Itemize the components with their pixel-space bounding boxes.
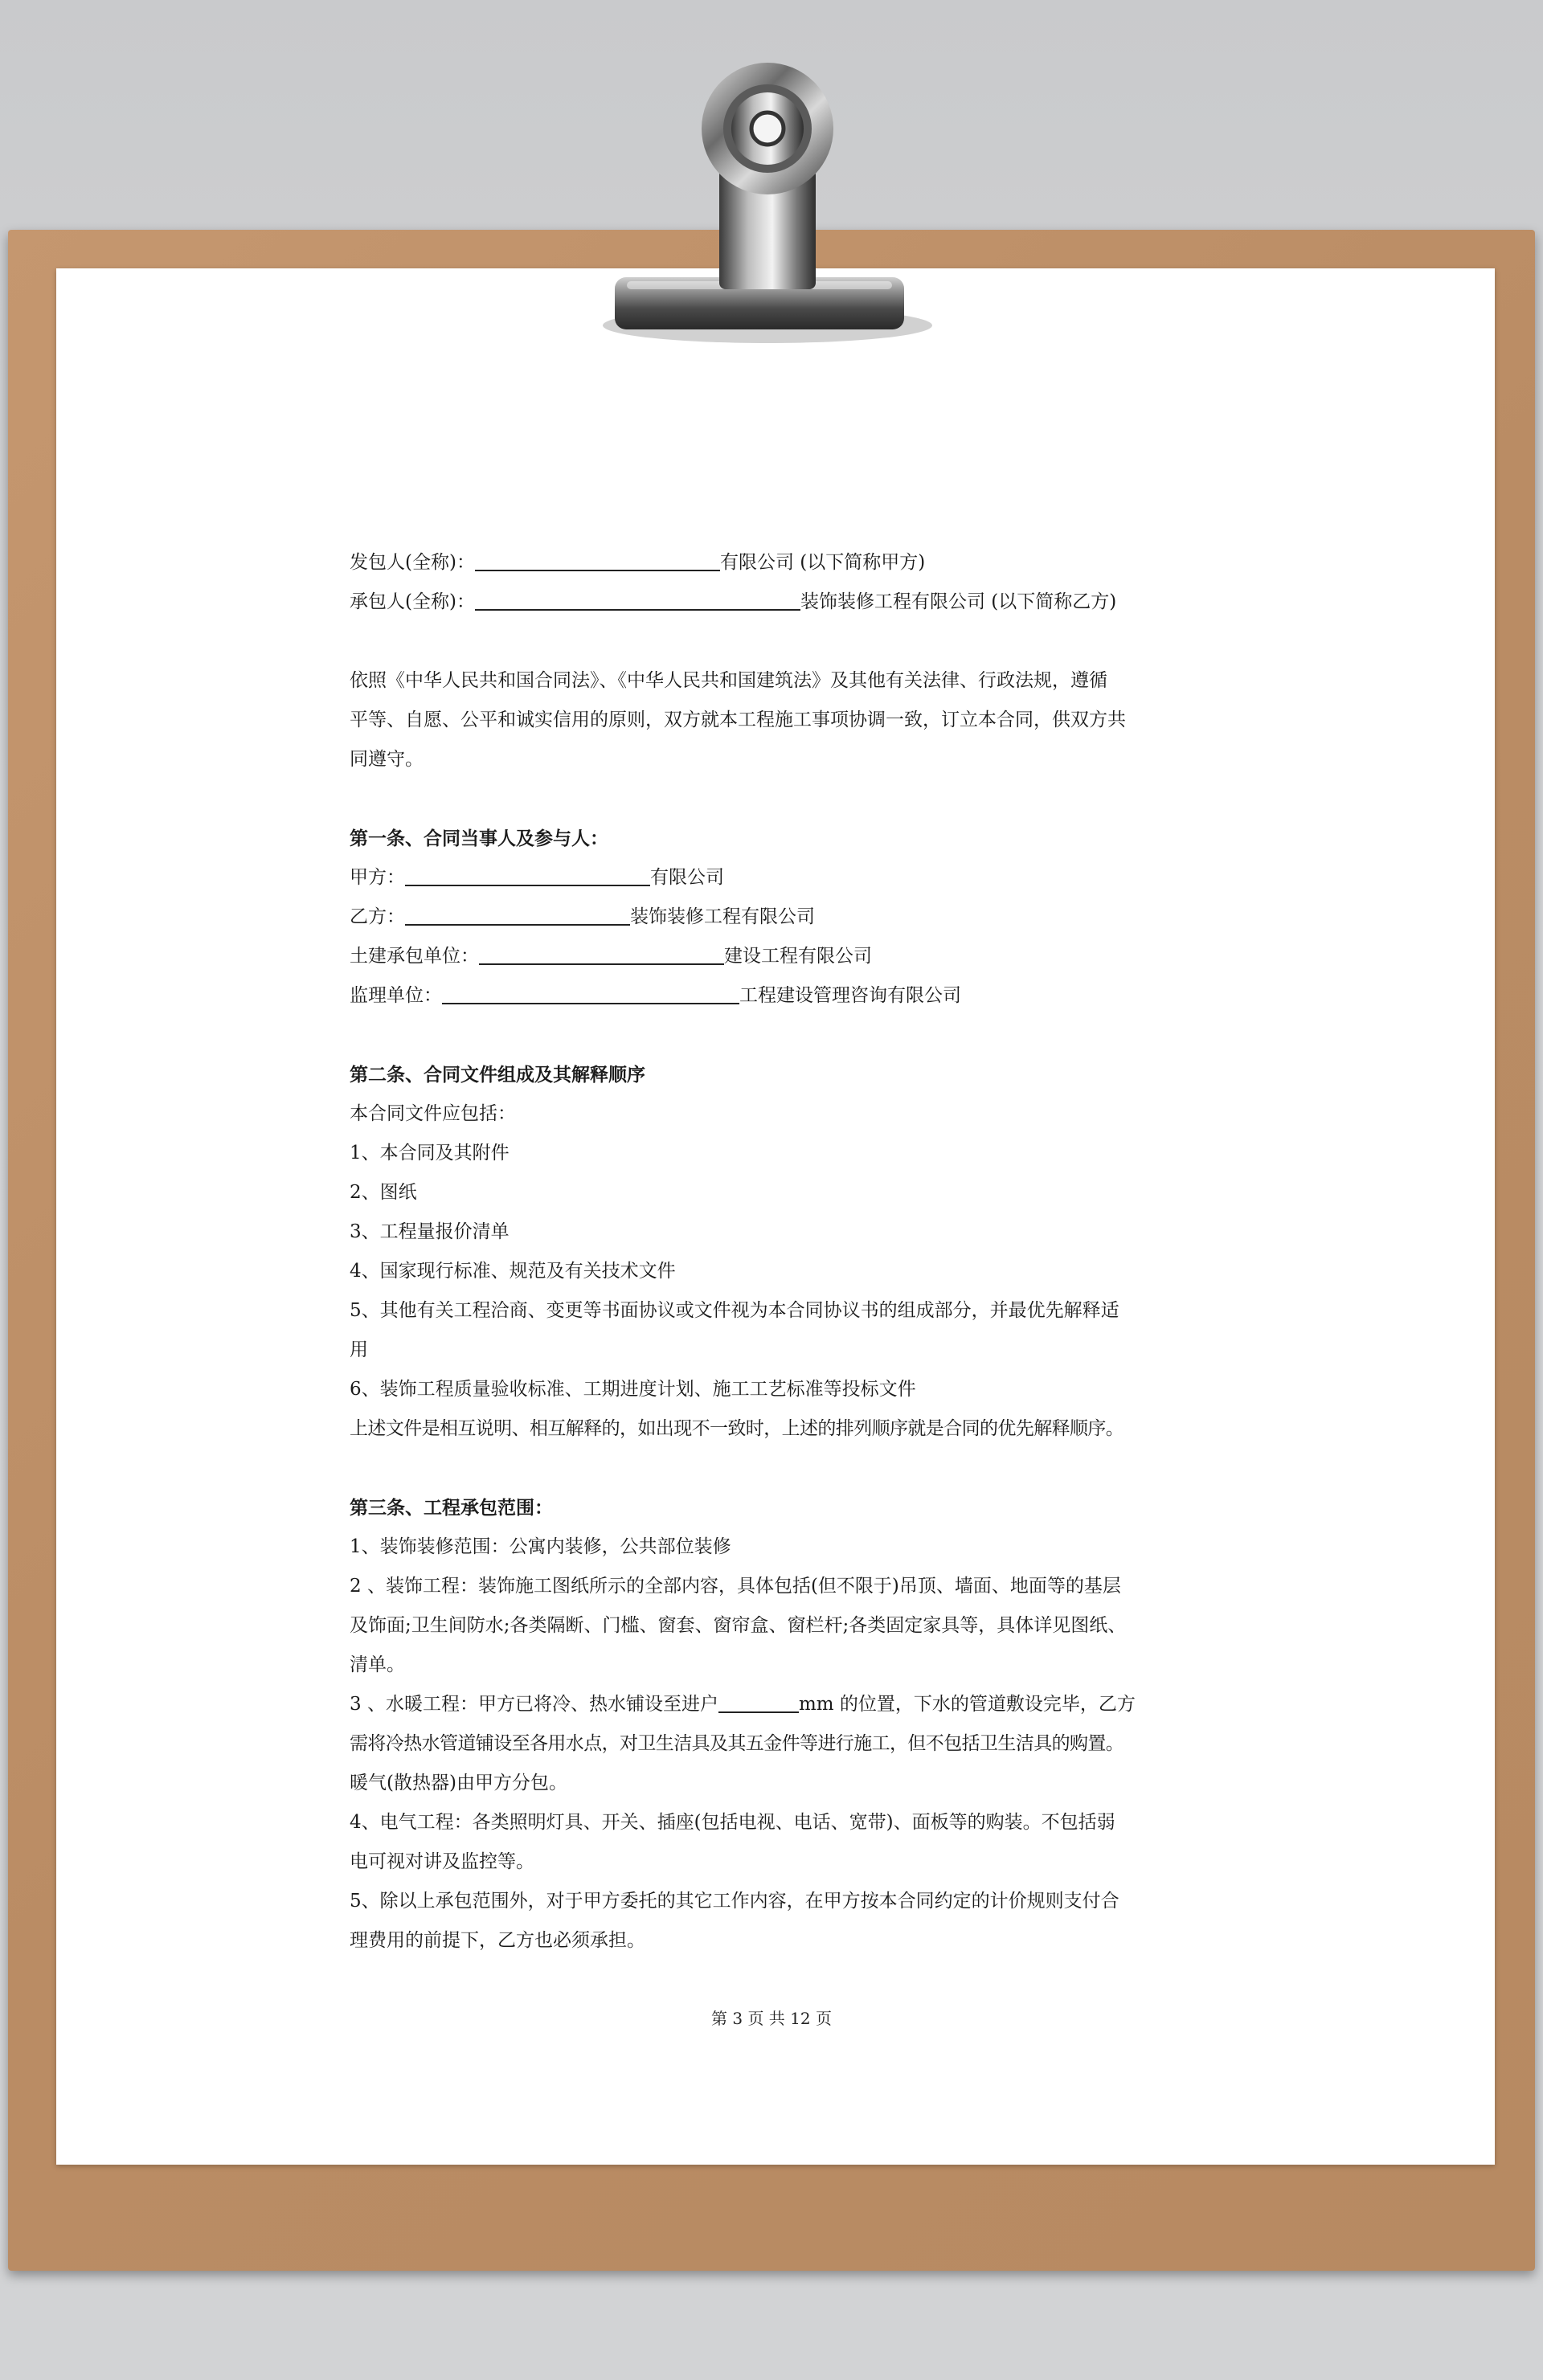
article1-heading: 第一条、合同当事人及参与人：: [350, 828, 608, 849]
civil-contractor-label: 土建承包单位：: [350, 946, 479, 967]
list-item: 3、工程量报价清单: [350, 1221, 510, 1242]
article3-heading: 第三条、工程承包范围：: [350, 1497, 553, 1519]
employer-suffix: 有限公司 (以下简称甲方): [719, 552, 926, 573]
supervisor-blank: [442, 979, 739, 1004]
list-item: 1、本合同及其附件: [350, 1143, 510, 1163]
supervisor-line: [350, 976, 1193, 1016]
list-item: 5、除以上承包范围外，对于甲方委托的其它工作内容，在甲方按本合同约定的计价规则支付合: [350, 1891, 1119, 1912]
list-item: 用: [350, 1339, 368, 1360]
list-item: [350, 1685, 1193, 1724]
list-item: 理费用的前提下，乙方也必须承担。: [350, 1930, 645, 1951]
item3-prefix: 3 、水暖工程：甲方已将冷、热水铺设至进户: [350, 1694, 718, 1715]
contractor-blank: [475, 585, 800, 611]
civil-contractor-line: [350, 937, 1193, 976]
article2-heading: 第二条、合同文件组成及其解释顺序: [350, 1064, 645, 1086]
preamble-line: 同遵守。: [350, 749, 424, 770]
list-item: 上述文件是相互说明、相互解释的，如出现不一致时，上述的排列顺序就是合同的优先解释顺序。: [350, 1418, 1124, 1439]
party-a-suffix: 有限公司: [650, 867, 724, 888]
page-number: 第 3 页 共 12 页: [711, 2009, 832, 2028]
party-a-line: [350, 858, 1193, 898]
contractor-suffix: 装饰装修工程有限公司 (以下简称乙方): [800, 591, 1117, 612]
item3-suffix: mm 的位置，下水的管道敷设完毕，乙方: [798, 1694, 1136, 1715]
party-b-suffix: 装饰装修工程有限公司: [630, 906, 815, 927]
preamble-line: 平等、自愿、公平和诚实信用的原则，双方就本工程施工事项协调一致，订立本合同，供双方共: [350, 710, 1126, 730]
item3-blank: [718, 1687, 799, 1713]
contract-body: [350, 543, 1193, 1961]
employer-label: 发包人(全称)：: [350, 552, 475, 573]
employer-line: [350, 543, 1193, 583]
list-item: 需将冷热水管道铺设至各用水点，对卫生洁具及其五金件等进行施工，但不包括卫生洁具的购置。: [350, 1733, 1124, 1754]
list-item: 及饰面;卫生间防水;各类隔断、门槛、窗套、窗帘盒、窗栏杆;各类固定家具等，具体详见图纸、: [350, 1615, 1127, 1636]
civil-contractor-suffix: 建设工程有限公司: [724, 946, 872, 967]
list-item: 电可视对讲及监控等。: [350, 1851, 534, 1872]
list-item: 1、装饰装修范围：公寓内装修，公共部位装修: [350, 1536, 731, 1557]
list-item: 清单。: [350, 1654, 405, 1675]
supervisor-label: 监理单位：: [350, 985, 442, 1006]
list-item: 2 、装饰工程：装饰施工图纸所示的全部内容，具体包括(但不限于)吊顶、墙面、地面等的基层: [350, 1576, 1121, 1597]
party-b-label: 乙方：: [350, 906, 405, 927]
list-item: 2、图纸: [350, 1182, 417, 1203]
list-item: 6、装饰工程质量验收标准、工期进度计划、施工工艺标准等投标文件: [350, 1379, 916, 1400]
party-a-label: 甲方：: [350, 867, 405, 888]
article2-intro: 本合同文件应包括：: [350, 1103, 516, 1124]
list-item: 暖气(散热器)由甲方分包。: [350, 1773, 567, 1793]
employer-blank: [475, 546, 720, 571]
contractor-line: [350, 583, 1193, 622]
list-item: 5、其他有关工程洽商、变更等书面协议或文件视为本合同协议书的组成部分，并最优先解释适: [350, 1300, 1119, 1321]
list-item: 4、电气工程：各类照明灯具、开关、插座(包括电视、电话、宽带)、面板等的购装。不包括弱: [350, 1812, 1115, 1833]
civil-contractor-blank: [479, 939, 724, 965]
party-b-line: [350, 898, 1193, 937]
supervisor-suffix: 工程建设管理咨询有限公司: [739, 985, 961, 1006]
party-a-blank: [405, 861, 650, 886]
binder-clip: [579, 48, 956, 354]
contractor-label: 承包人(全称)：: [350, 591, 475, 612]
party-b-blank: [405, 900, 630, 926]
preamble-line: 依照《中华人民共和国合同法》、《中华人民共和国建筑法》及其他有关法律、行政法规，遵循: [350, 670, 1107, 691]
list-item: 4、国家现行标准、规范及有关技术文件: [350, 1261, 676, 1282]
